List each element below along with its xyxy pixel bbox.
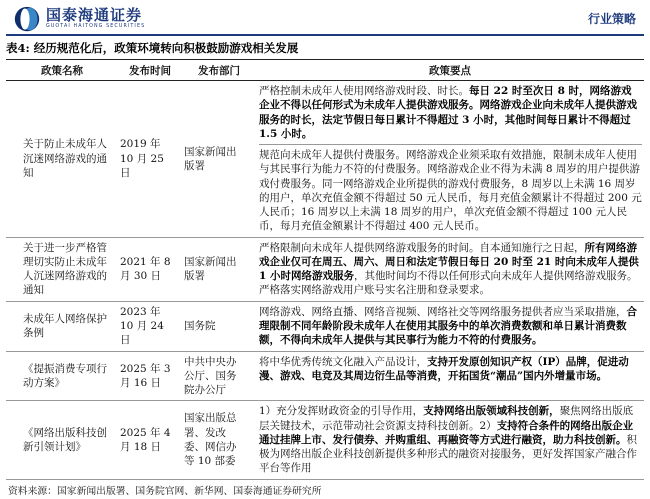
brand-text [46, 5, 146, 30]
report-category-tag: 行业策略 [587, 12, 636, 26]
policy-point-paragraph: 1）充分发挥财政资金的引导作用，支持网络出版领域科技创新，聚焦网络出版底层关键技术，示范带动社会资源支持科技创新。2）支持符合条件的网络出版企业通过挂牌上市、发行债券、并购重组、再融资等方式进行融资，助力科技创新。积极为网络出版企业科技创新提供多种形式的融资对接服务，更好发挥国家产融合作平台等作用 [259, 405, 637, 475]
department: 国家新闻出版署 [184, 255, 237, 283]
release-date: 2021 年 8 月 30 日 [120, 255, 171, 283]
source-note: 资料来源：国家新闻出版署、国务院官网、新华网、国泰海通证券研究所 [8, 485, 322, 497]
department: 国家新闻出版署 [184, 145, 237, 172]
release-date: 2025 年 3 月 16 日 [120, 362, 171, 389]
policy-name: 关于防止未成年人沉迷网络游戏的通知 [23, 138, 107, 179]
brand-logo-block [14, 6, 145, 32]
column-header-release-date: 发布时间 [129, 65, 171, 77]
department: 中共中央办公厅、国务院办公厅 [184, 355, 237, 397]
policy-name: 《提振消费专项行动方案》 [23, 362, 107, 389]
column-header-policy-name: 政策名称 [41, 65, 83, 77]
policy-points [256, 352, 644, 401]
policy-point-paragraph: 将中华优秀传统文化融入产品设计，支持开发原创知识产权（IP）品牌，促进动漫、游戏、电竞及其周边衍生品等消费，开拓国货“潮品”国内外增量市场。 [259, 355, 629, 382]
release-date: 2019 年 10 月 25 日 [120, 138, 164, 179]
column-header-policy-points: 政策要点 [429, 65, 471, 77]
table-row [6, 352, 644, 402]
table-header-row [6, 60, 644, 81]
brand-name-en: GUOTAI HAITONG SECURITIES [46, 23, 146, 29]
policy-points [256, 81, 644, 237]
policy-points [256, 302, 644, 351]
guotai-haitong-logo-icon [14, 6, 40, 32]
department: 国务院 [184, 319, 216, 332]
policy-point-paragraph: 网络游戏、网络直播、网络音视频、网络社交等网络服务提供者应当采取措施，合理限制不同年龄阶段未成年人在使用其服务中的单次消费数额和单日累计消费数额，不得向未成年人提供与其民事行为能力不符的付费服务。 [259, 305, 637, 347]
release-date: 2023 年 10 月 24 日 [120, 305, 164, 347]
policy-points [256, 401, 644, 478]
policy-point-paragraph: 规范向未成年人提供付费服务。网络游戏企业须采取有效措施，限制未成年人使用与其民事行为能力不符的付费服务。网络游戏企业不得为未满 8 周岁的用户提供游戏付费服务。同一网络游戏企业所提供的游戏付费服务，8 周岁以上未满 16 周岁的用户，单次充值金额不得超过 50 元人民币，每月充值金额累计不得超过 200 元人民币；16 周岁以上未满 18 周岁的用户，单次充值金额不得超过 100 元人民币，每月充值金额累计不得超过 400 元人民币。 [259, 144, 642, 234]
policy-name: 关于进一步严格管理切实防止未成年人沉迷网络游戏的通知 [23, 241, 107, 297]
policy-point-paragraph: 严格限制向未成年人提供网络游戏服务的时间。自本通知施行之日起，所有网络游戏企业仅可在周五、周六、周日和法定节假日每日 20 时至 21 时向未成年人提供 1 小时网络游戏服务，其他时间均不得以任何形式向未成年人提供网络游戏服务。严格落实网络游戏用户账号实名注册和登录要求。 [259, 241, 639, 297]
policy-name: 《网络出版科技创新引领计划》 [23, 426, 107, 453]
policy-point-paragraph: 严格控制未成年人使用网络游戏时段、时长。每日 22 时至次日 8 时，网络游戏企业不得以任何形式为未成年人提供游戏服务。网络游戏企业向未成年人提供游戏服务的时长，法定节假日每日累计不得超过 3 小时，其他时间每日累计不得超过 1.5 小时。 [259, 85, 637, 140]
release-date: 2025 年 4 月 18 日 [120, 426, 171, 453]
table-row [6, 401, 644, 479]
report-header [6, 0, 644, 36]
brand-name-cn: 国泰海通证券 [46, 5, 143, 24]
policy-points [256, 238, 644, 301]
table-title: 表4: 经历规范化后，政策环境转向积极鼓励游戏相关发展 [6, 36, 644, 60]
policy-name: 未成年人网络保护条例 [23, 312, 107, 340]
table-row [6, 302, 644, 352]
column-header-department: 发布部门 [198, 65, 240, 77]
table-row [6, 238, 644, 302]
department: 国家出版总署、发改委、网信办等 10 部委 [184, 412, 237, 468]
table-row [6, 81, 644, 238]
